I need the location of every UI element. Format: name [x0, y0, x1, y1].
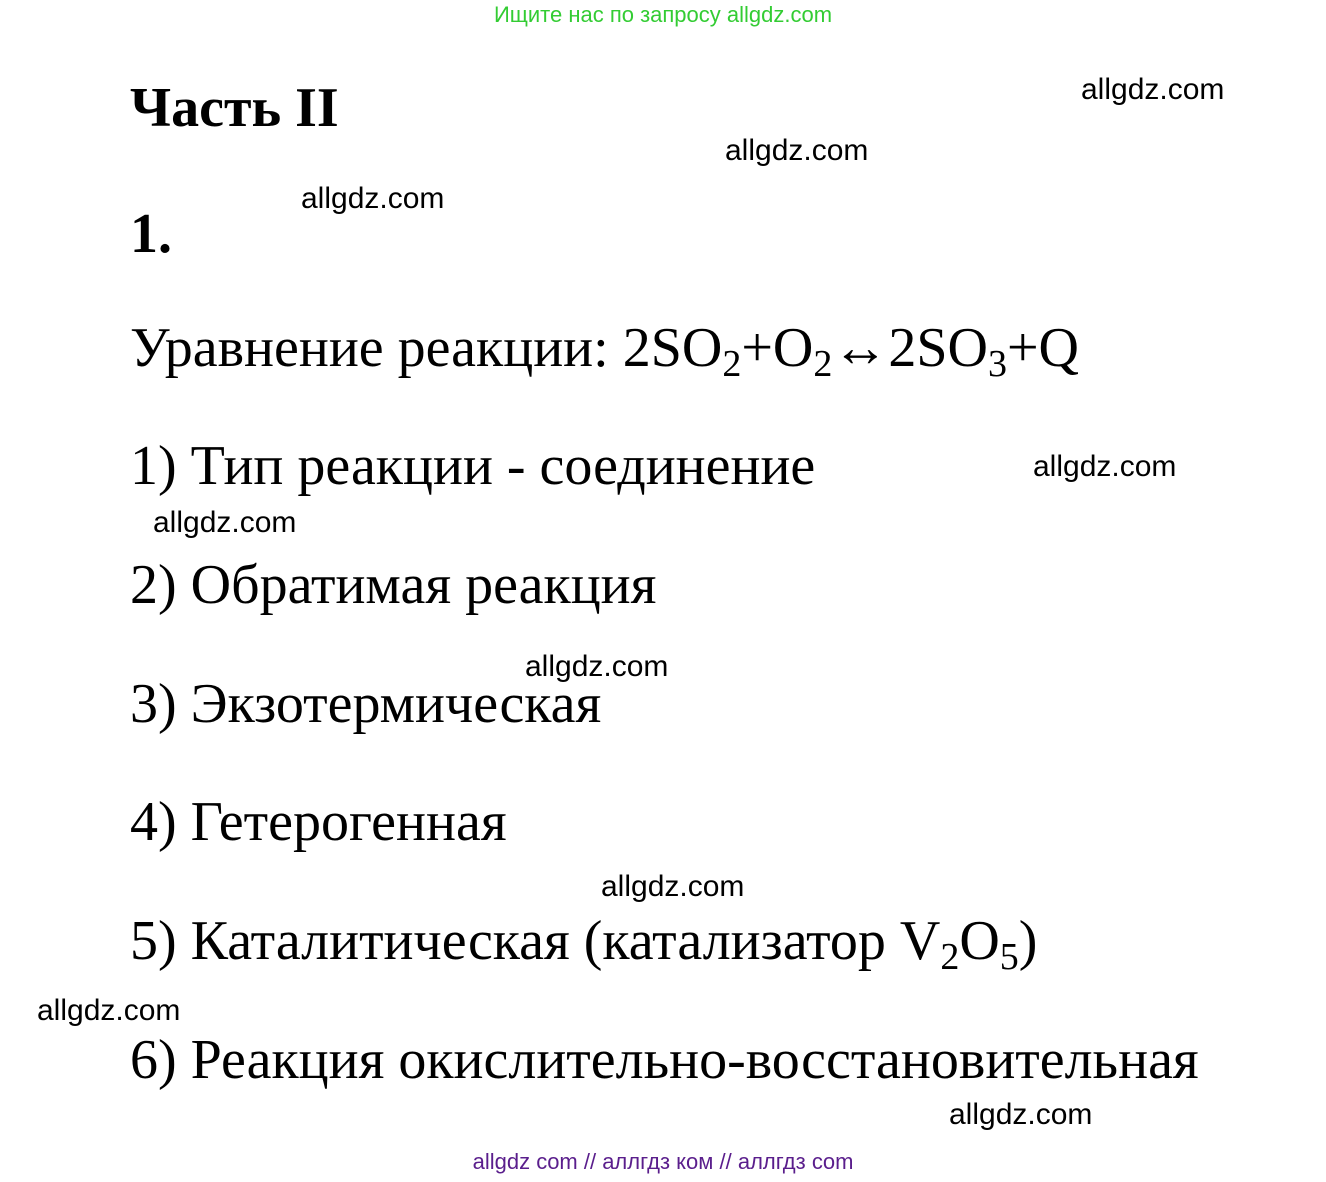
list-item-4: 4) Гетерогенная	[130, 791, 507, 853]
reaction-equation	[130, 317, 1079, 385]
item5-text-end: )	[1018, 910, 1038, 972]
watermark: allgdz.com	[525, 650, 669, 683]
watermark: allgdz.com	[153, 506, 297, 539]
list-item-3: 3) Экзотермическая	[130, 673, 602, 735]
footer-watermark: allgdz com // аллгдз ком // аллгдз com	[472, 1149, 854, 1174]
watermark: allgdz.com	[37, 994, 181, 1027]
equation-term: +Q	[1006, 317, 1079, 379]
watermark: allgdz.com	[725, 134, 869, 167]
list-item-5	[130, 910, 1038, 978]
watermark: allgdz.com	[601, 870, 745, 903]
equation-term: 2SO	[622, 317, 723, 379]
item5-text-mid: O	[959, 910, 1000, 972]
page-title: Часть II	[130, 77, 339, 139]
equation-subscript: 2	[722, 343, 742, 385]
equation-subscript: 2	[813, 343, 833, 385]
item5-subscript: 5	[999, 936, 1019, 978]
equation-term: ↔2SO	[832, 317, 988, 379]
watermark: allgdz.com	[949, 1098, 1093, 1131]
list-item-1: 1) Тип реакции - соединение	[130, 435, 816, 497]
list-item-5-text: 5) Каталитическая (катализатор V	[130, 910, 941, 972]
list-item-6: 6) Реакция окислительно-восстановительная	[130, 1029, 1199, 1091]
equation-subscript: 3	[987, 343, 1007, 385]
watermark: allgdz.com	[1081, 73, 1225, 106]
item5-subscript: 2	[940, 936, 960, 978]
equation-label: Уравнение реакции:	[130, 317, 623, 379]
watermark: allgdz.com	[301, 182, 445, 215]
watermark: allgdz.com	[1033, 450, 1177, 483]
list-item-2: 2) Обратимая реакция	[130, 554, 657, 616]
top-banner: Ищите нас по запросу allgdz.com	[493, 2, 833, 27]
equation-term: +O	[741, 317, 814, 379]
task-number: 1.	[130, 203, 172, 265]
